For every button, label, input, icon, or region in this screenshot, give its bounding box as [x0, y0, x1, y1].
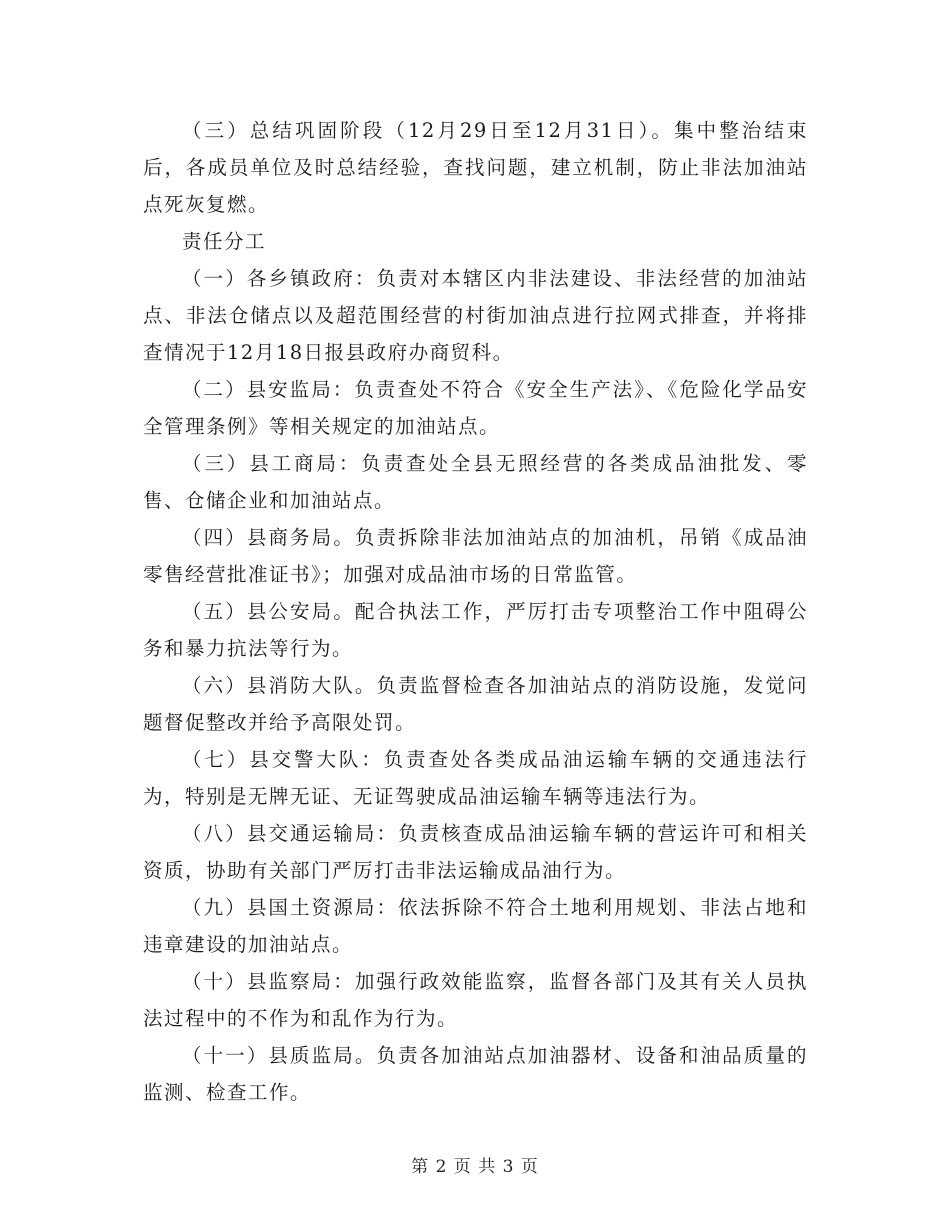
paragraph-township-government: （一）各乡镇政府：负责对本辖区内非法建设、非法经营的加油站点、非法仓储点以及超范围经营的村街加油点进行拉网式排查，并将排查情况于12月18日报县政府办商贸科。 — [143, 267, 808, 364]
paragraph-fire-brigade: （六）县消防大队。负责监督检查各加油站点的消防设施，发觉问题督促整改并给予高限处罚。 — [143, 674, 808, 734]
paragraph-public-security-bureau: （五）县公安局。配合执法工作，严厉打击专项整治工作中阻碍公务和暴力抗法等行为。 — [143, 600, 808, 660]
paragraph-commerce-bureau: （四）县商务局。负责拆除非法加油站点的加油机，吊销《成品油零售经营批准证书》；加强对成品油市场的日常监管。 — [143, 526, 808, 586]
document-body — [143, 112, 808, 1111]
paragraph-safety-bureau: （二）县安监局：负责查处不符合《安全生产法》、《危险化学品安全管理条例》等相关规定的加油站点。 — [143, 378, 808, 438]
paragraph-summary-stage: （三）总结巩固阶段（12月29日至12月31日）。集中整治结束后，各成员单位及时总结经验，查找问题，建立机制，防止非法加油站点死灰复燃。 — [143, 119, 808, 216]
page-footer: 第 2 页 共 3 页 — [411, 1157, 539, 1177]
paragraph-quality-bureau: （十一）县质监局。负责各加油站点加油器材、设备和油品质量的监测、检查工作。 — [143, 1044, 808, 1104]
paragraph-land-resources-bureau: （九）县国土资源局：依法拆除不符合土地利用规划、非法占地和违章建设的加油站点。 — [143, 896, 808, 956]
paragraph-commerce-industry-bureau: （三）县工商局：负责查处全县无照经营的各类成品油批发、零售、仓储企业和加油站点。 — [143, 452, 808, 512]
paragraph-supervision-bureau: （十）县监察局：加强行政效能监察，监督各部门及其有关人员执法过程中的不作为和乱作为行为。 — [143, 970, 808, 1030]
paragraph-transport-bureau: （八）县交通运输局：负责核查成品油运输车辆的营运许可和相关资质，协助有关部门严厉打击非法运输成品油行为。 — [143, 822, 808, 882]
paragraph-traffic-police: （七）县交警大队：负责查处各类成品油运输车辆的交通违法行为，特别是无牌无证、无证驾驶成品油运输车辆等违法行为。 — [143, 748, 808, 808]
section-heading-responsibilities: 责任分工 — [182, 230, 267, 253]
